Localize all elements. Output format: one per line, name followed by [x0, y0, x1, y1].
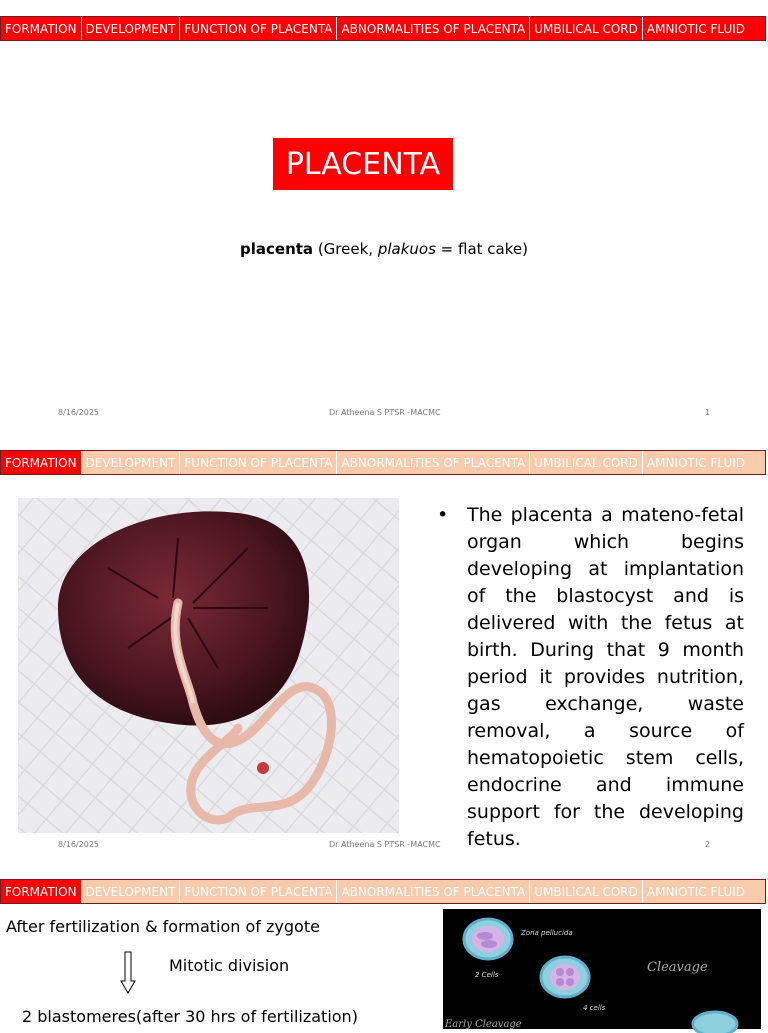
- tab-formation[interactable]: FORMATION: [1, 880, 82, 903]
- slide-1: [0, 0, 768, 430]
- cleavage-diagram: [443, 909, 761, 1029]
- placenta-image-icon: [18, 498, 399, 833]
- slide-3: [0, 877, 768, 1030]
- label-zona: Zona pellucida: [521, 929, 573, 937]
- tab-amniotic-fluid[interactable]: AMNIOTIC FLUID: [646, 21, 746, 36]
- subtitle-term: placenta: [240, 240, 314, 258]
- tab-abnormalities-of-placenta[interactable]: ABNORMALITIES OF PLACENTA: [337, 880, 530, 903]
- tab-umbilical-cord[interactable]: UMBILICAL CORD: [530, 451, 643, 474]
- bullet-point: [437, 502, 744, 853]
- label-early-cleavage: Early Cleavage: [445, 1019, 522, 1030]
- subtitle-post: = flat cake): [435, 240, 528, 258]
- label-cleavage: Cleavage: [647, 960, 708, 975]
- subtitle-pre: (Greek,: [313, 240, 378, 258]
- slide-subtitle: [0, 240, 768, 258]
- bullet-text: The placenta a mateno-fetal organ which begins developing at implantation of the blastocyst and is delivered with the fetus at birth. During that 9 month period it provides nutrition, gas exchange, waste removal, a source of hematopoietic stem cells, endocrine and immune support for the developing fetus.: [467, 504, 744, 850]
- footer-date: 8/16/2025: [58, 408, 100, 417]
- tab-function-of-placenta[interactable]: FUNCTION OF PLACENTA: [180, 17, 337, 40]
- tab-amniotic-fluid[interactable]: AMNIOTIC FLUID: [646, 455, 746, 470]
- footer-page: 2: [705, 840, 711, 849]
- tab-formation[interactable]: FORMATION: [1, 17, 82, 40]
- label-four-cells: 4 cells: [583, 1004, 606, 1012]
- flow-step-blastomeres: 2 blastomeres(after 30 hrs of fertilization): [22, 1007, 358, 1026]
- bullet-dot-icon: •: [437, 504, 449, 526]
- tab-umbilical-cord[interactable]: UMBILICAL CORD: [530, 880, 643, 903]
- subtitle-greek: plakuos: [377, 240, 436, 258]
- footer-author: Dr Atheena S PTSR -MACMC: [329, 840, 441, 849]
- tab-amniotic-fluid[interactable]: AMNIOTIC FLUID: [646, 884, 746, 899]
- footer-page: 1: [705, 408, 711, 417]
- flow-step-zygote: After fertilization & formation of zygote: [6, 917, 320, 936]
- slide-2: [0, 448, 768, 858]
- cleavage-diagram-icon: [443, 909, 761, 1029]
- tab-function-of-placenta[interactable]: FUNCTION OF PLACENTA: [180, 451, 337, 474]
- tab-development[interactable]: DEVELOPMENT: [82, 17, 181, 40]
- label-two-cells: 2 Cells: [475, 971, 499, 979]
- nav-bar: [0, 879, 766, 904]
- tab-umbilical-cord[interactable]: UMBILICAL CORD: [530, 17, 643, 40]
- placenta-photo: [18, 498, 399, 833]
- tab-development[interactable]: DEVELOPMENT: [82, 880, 181, 903]
- down-arrow-icon: [120, 951, 136, 995]
- tab-development[interactable]: DEVELOPMENT: [82, 451, 181, 474]
- flow-arrow-label: Mitotic division: [169, 956, 290, 975]
- slide-title: PLACENTA: [273, 138, 453, 190]
- footer-author: Dr Atheena S PTSR -MACMC: [329, 408, 441, 417]
- nav-bar: [0, 16, 766, 41]
- tab-function-of-placenta[interactable]: FUNCTION OF PLACENTA: [180, 880, 337, 903]
- tab-abnormalities-of-placenta[interactable]: ABNORMALITIES OF PLACENTA: [337, 17, 530, 40]
- nav-bar: [0, 450, 766, 475]
- footer-date: 8/16/2025: [58, 840, 100, 849]
- tab-abnormalities-of-placenta[interactable]: ABNORMALITIES OF PLACENTA: [337, 451, 530, 474]
- tab-formation[interactable]: FORMATION: [1, 451, 82, 474]
